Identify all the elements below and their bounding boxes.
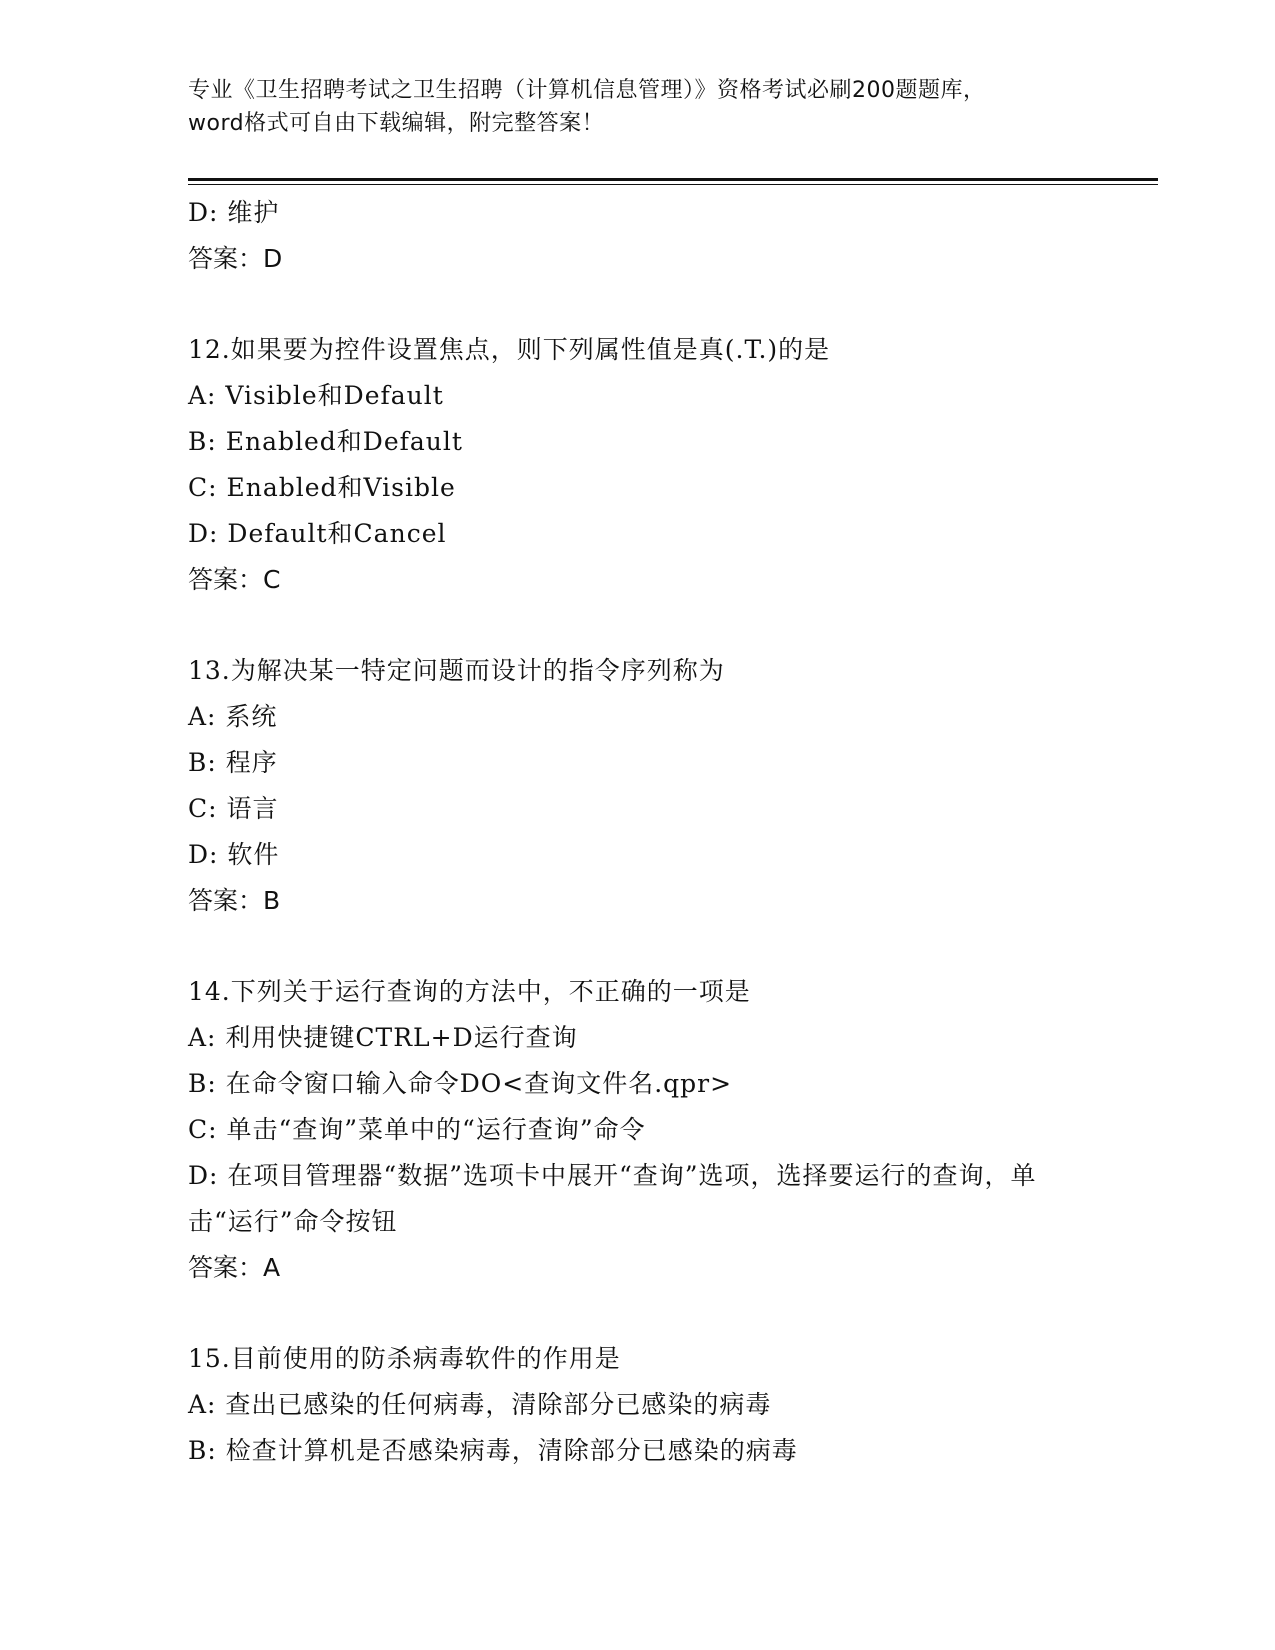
header-rule-thick	[188, 178, 1158, 181]
option-c: C: 单击“查询”菜单中的“运行查询”命令	[188, 1115, 646, 1144]
answer-label: 答案：B	[188, 886, 281, 915]
option-a: A: 系统	[188, 702, 278, 731]
option-b: B: 程序	[188, 748, 278, 777]
option-d: D: 维护	[188, 198, 280, 227]
question-text: 15.目前使用的防杀病毒软件的作用是	[188, 1344, 621, 1373]
option-b: B: 在命令窗口输入命令DO<查询文件名.qpr>	[188, 1069, 733, 1098]
question-block-15	[188, 1336, 1088, 1474]
question-block-12	[188, 327, 1088, 603]
question-text: 14.下列关于运行查询的方法中，不正确的一项是	[188, 977, 751, 1006]
question-text: 13.为解决某一特定问题而设计的指令序列称为	[188, 656, 725, 685]
header-rule-thin	[188, 184, 1158, 185]
option-d: D: 软件	[188, 840, 280, 869]
question-block-11-tail	[188, 190, 1088, 282]
spacer	[188, 282, 1088, 327]
spacer	[188, 1291, 1088, 1336]
option-d: D: Default和Cancel	[188, 519, 447, 548]
option-b: B: Enabled和Default	[188, 427, 463, 456]
question-text: 12.如果要为控件设置焦点，则下列属性值是真(.T.)的是	[188, 335, 831, 364]
option-c: C: 语言	[188, 794, 279, 823]
option-d: D: 在项目管理器“数据”选项卡中展开“查询”选项，选择要运行的查询，单击“运行”命令按钮	[188, 1161, 1037, 1236]
spacer	[188, 924, 1088, 969]
option-a: A: 利用快捷键CTRL+D运行查询	[188, 1023, 578, 1052]
answer-label: 答案：A	[188, 1253, 281, 1282]
option-a: A: 查出已感染的任何病毒，清除部分已感染的病毒	[188, 1390, 772, 1419]
spacer	[188, 603, 1088, 648]
question-block-14	[188, 969, 1088, 1291]
header-title-line-1: 专业《卫生招聘考试之卫生招聘（计算机信息管理）》资格考试必刷200题题库，	[188, 78, 986, 103]
question-list	[188, 190, 1088, 1474]
option-b: B: 检查计算机是否感染病毒，清除部分已感染的病毒	[188, 1436, 798, 1465]
question-block-13	[188, 648, 1088, 924]
option-a: A: Visible和Default	[188, 381, 444, 410]
document-header	[188, 74, 1088, 140]
answer-label: 答案：D	[188, 244, 283, 273]
header-title-line-2: word格式可自由下载编辑，附完整答案！	[188, 111, 605, 136]
option-c: C: Enabled和Visible	[188, 473, 456, 502]
answer-label: 答案：C	[188, 565, 281, 594]
